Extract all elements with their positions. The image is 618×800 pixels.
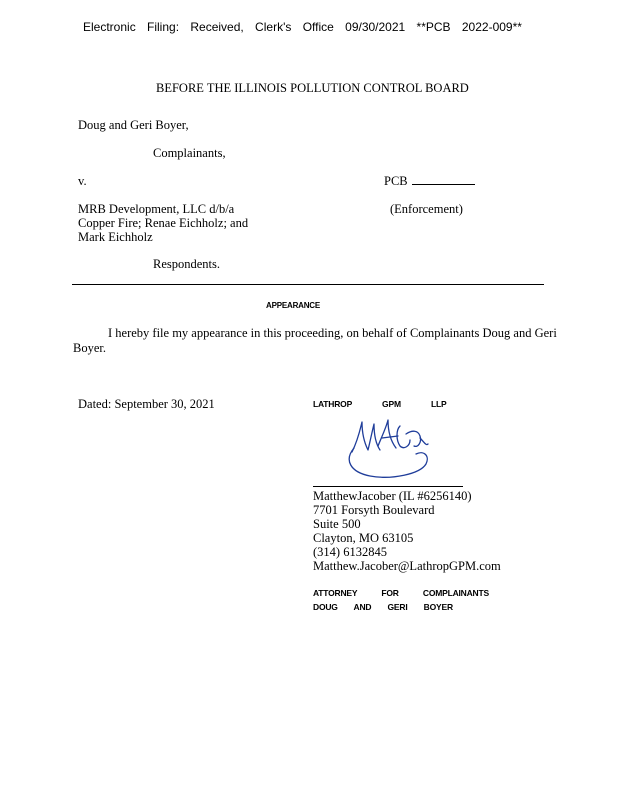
attorney-address-1: 7701 Forsyth Boulevard [313, 503, 435, 517]
attorney-role-line-2: DOUG AND GERI BOYER [313, 602, 453, 612]
body-text-line-2: Boyer. [73, 341, 106, 355]
attorney-city: Clayton, MO 63105 [313, 531, 414, 545]
section-title: APPEARANCE [266, 301, 321, 310]
signature-line [313, 486, 463, 487]
caption-divider [72, 284, 544, 285]
attorney-role-line-1: ATTORNEY FOR COMPLAINANTS [313, 588, 489, 598]
pcb-blank-line [412, 174, 475, 185]
respondent-line: MRB Development, LLC d/b/a [78, 202, 235, 216]
respondent-line: Mark Eichholz [78, 230, 153, 244]
complainants-names: Doug and Geri Boyer, [78, 118, 189, 132]
body-text-line-1: I hereby file my appearance in this proceeding, on behalf of Complainants Doug and Geri [108, 326, 557, 340]
filing-header: Electronic Filing: Received, Clerk's Office 09/30/2021 **PCB 2022-009** [83, 20, 522, 34]
firm-name: LATHROP GPM LLP [313, 399, 447, 409]
attorney-address-2: Suite 500 [313, 517, 361, 531]
versus-label: v. [78, 174, 87, 188]
signature-image [340, 416, 435, 482]
attorney-name: MatthewJacober (IL #6256140) [313, 489, 472, 503]
pcb-number [384, 174, 475, 189]
respondents-label: Respondents. [153, 257, 221, 271]
respondents-block [78, 202, 248, 244]
board-title: BEFORE THE ILLINOIS POLLUTION CONTROL BOARD [156, 81, 469, 95]
respondent-line: Copper Fire; Renae Eichholz; and [78, 216, 249, 230]
case-type: (Enforcement) [390, 202, 463, 216]
attorney-email: Matthew.Jacober@LathropGPM.com [313, 559, 501, 573]
pcb-label: PCB [384, 174, 408, 188]
complainants-label: Complainants, [153, 146, 226, 160]
attorney-block [313, 489, 501, 573]
dated-line: Dated: September 30, 2021 [78, 397, 215, 411]
attorney-phone: (314) 6132845 [313, 545, 387, 559]
